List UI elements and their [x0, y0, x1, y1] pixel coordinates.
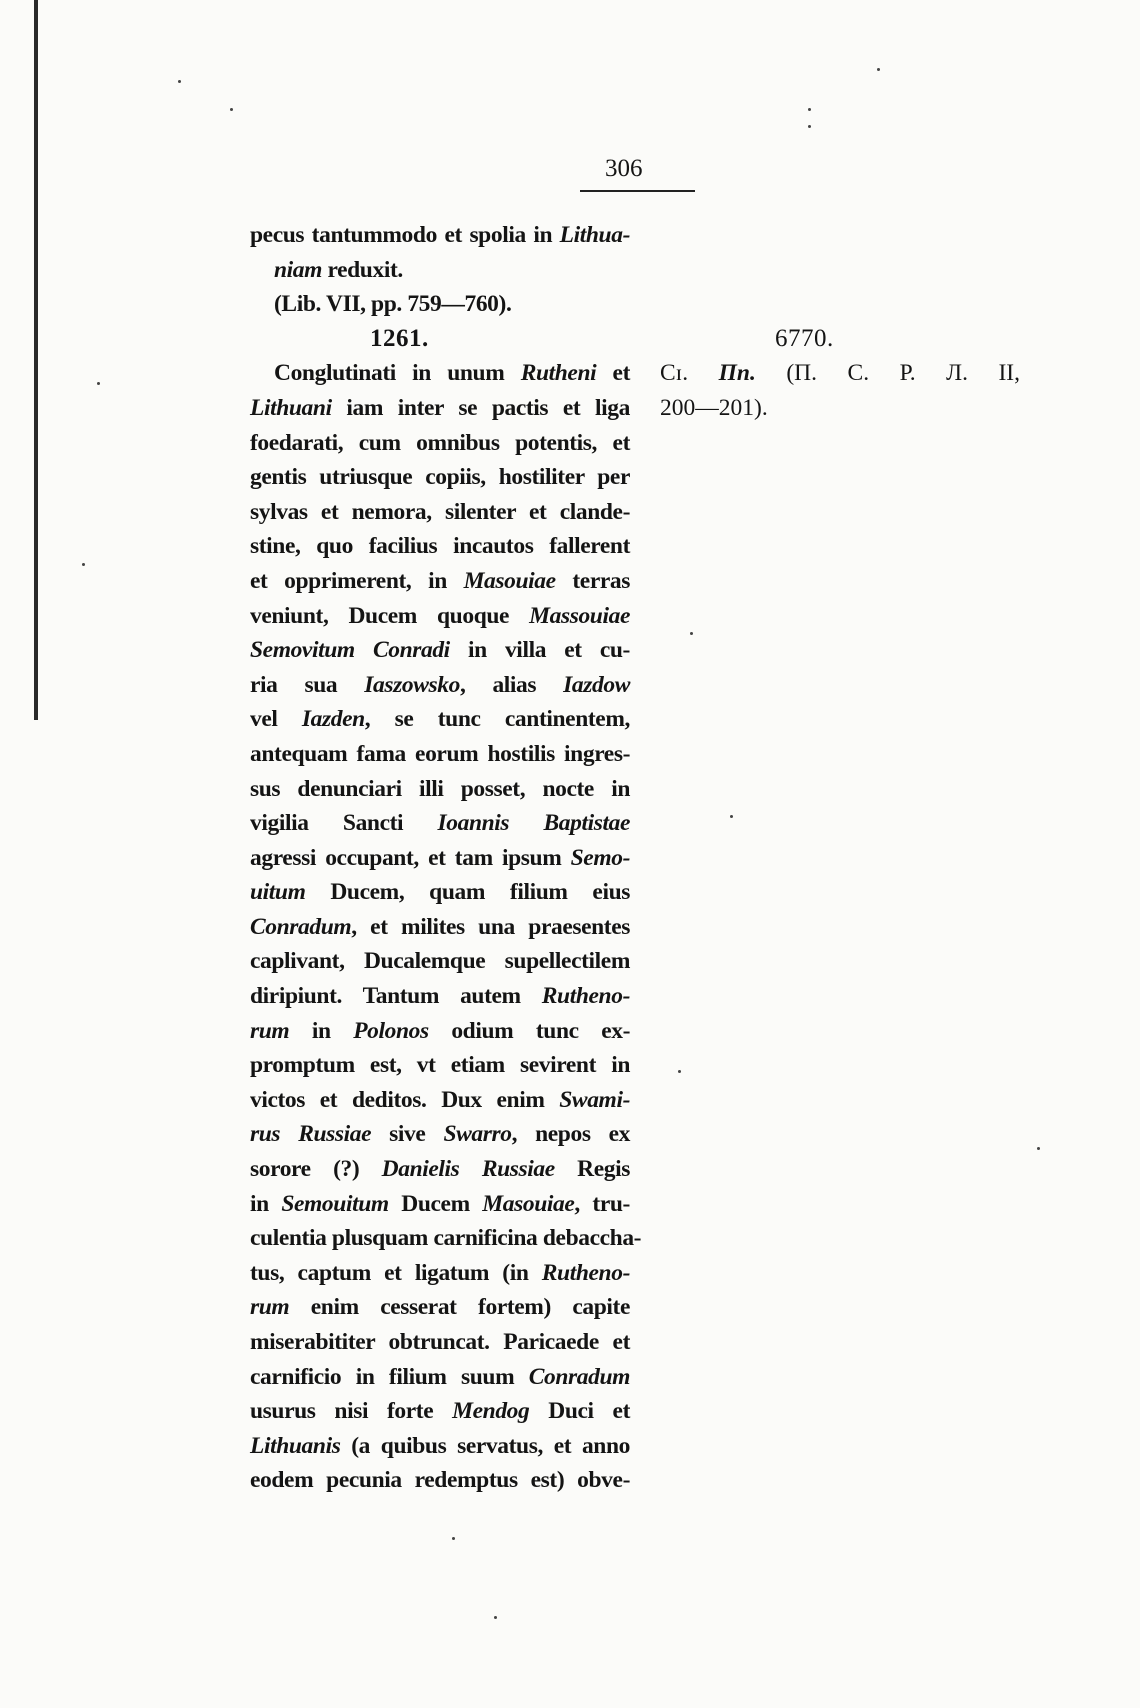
text-line	[250, 426, 630, 461]
text-run: foedarati, cum omnibus potentis, et	[250, 429, 630, 456]
text-run: usurus nisi forte	[250, 1398, 453, 1425]
italic-text: rus Russiae	[250, 1121, 372, 1148]
italic-text: niam	[274, 256, 323, 283]
text-run: et	[596, 360, 630, 387]
text-run: iam inter se pactis et liga	[331, 394, 630, 421]
side-year: 6770.	[775, 324, 834, 352]
text-run: vigilia Sancti	[250, 810, 438, 837]
text-run: vel	[250, 706, 302, 733]
text-run: miserabititer obtruncat. Paricaede et	[250, 1329, 630, 1355]
text-line	[250, 979, 630, 1014]
text-line	[250, 529, 630, 564]
scan-speck	[82, 563, 85, 566]
italic-text: Lithuanis	[250, 1432, 341, 1459]
text-line	[250, 633, 630, 668]
text-line	[250, 564, 630, 599]
text-line	[250, 668, 630, 703]
text-run: , nepos ex	[511, 1121, 630, 1148]
text-run: 200—201).	[660, 394, 768, 421]
text-run: (П. С. Р. Л. II,	[755, 360, 1020, 387]
text-line	[250, 218, 630, 253]
scan-speck	[808, 125, 811, 128]
scan-speck	[97, 382, 100, 385]
text-run: diripiunt. Tantum autem	[250, 983, 542, 1010]
text-line	[250, 1429, 630, 1464]
italic-text: Conradum	[528, 1363, 630, 1390]
italic-text: Danielis Russiae	[381, 1156, 555, 1183]
text-run: enim cesserat fortem) capite	[289, 1294, 630, 1321]
scan-speck	[452, 1537, 455, 1540]
italic-text: Пп.	[718, 360, 756, 387]
text-run: caplivant, Ducalemque supellectilem	[250, 948, 630, 975]
text-run: victos et deditos. Dux enim	[250, 1086, 560, 1113]
text-run: odium tunc ex-	[428, 1017, 631, 1044]
italic-text: Rutheno-	[541, 983, 630, 1010]
scan-speck	[1037, 1147, 1040, 1150]
side-citation	[660, 356, 1020, 425]
italic-text: Lithua-	[559, 222, 630, 248]
text-line	[250, 910, 630, 945]
text-line	[250, 875, 630, 910]
text-line	[250, 391, 630, 426]
text-run: in	[289, 1017, 354, 1044]
scan-speck	[808, 108, 811, 111]
text-line	[250, 702, 630, 737]
text-line	[250, 1360, 630, 1395]
text-run: terras	[555, 567, 630, 594]
side-line	[660, 391, 1020, 426]
text-run: , tru-	[574, 1190, 630, 1217]
scan-speck	[230, 108, 233, 111]
text-run: ria sua	[250, 671, 365, 698]
text-run: promptum est, vt etiam sevirent in	[250, 1052, 630, 1079]
text-line	[250, 1117, 630, 1152]
text-run: Ducem, quam filium eius	[305, 879, 630, 906]
italic-text: Ioannis Baptistae	[437, 810, 630, 837]
page-number: 306	[605, 155, 643, 182]
text-line	[250, 287, 630, 322]
text-line	[250, 1221, 642, 1256]
side-line	[660, 356, 1020, 391]
text-run: in	[250, 1190, 282, 1217]
text-run: sorore (?)	[250, 1156, 382, 1183]
scan-speck	[877, 68, 880, 71]
italic-text: Rutheno-	[541, 1259, 630, 1286]
side-column	[660, 218, 1020, 426]
italic-text: Lithuani	[250, 394, 332, 421]
text-line	[250, 599, 630, 634]
text-run: Ducem	[388, 1190, 483, 1217]
text-run: sylvas et nemora, silenter et clande-	[250, 498, 630, 525]
header-rule	[580, 190, 695, 192]
text-run: agressi occupant, et tam ipsum	[250, 844, 571, 871]
italic-text: Semouitum	[281, 1190, 389, 1217]
italic-text: uitum	[250, 879, 306, 906]
text-line	[250, 1083, 630, 1118]
italic-text: Masouiae	[482, 1190, 575, 1217]
text-run: et opprimerent, in	[250, 567, 464, 594]
text-run: culentia plusquam carnificina debaccha-	[250, 1225, 642, 1252]
text-run: (a quibus servatus, et anno	[340, 1432, 630, 1459]
scan-speck	[494, 1616, 497, 1619]
text-run: sus denunciari illi posset, nocte in	[250, 775, 630, 802]
italic-text: rum	[250, 1017, 290, 1044]
text-run: pecus tantummodo et spolia in	[250, 222, 560, 248]
text-line	[250, 1048, 630, 1083]
scan-speck	[678, 1070, 681, 1073]
text-run: carnificio in filium suum	[250, 1363, 529, 1390]
text-run: Cɪ.	[660, 360, 719, 387]
text-line	[250, 1394, 630, 1429]
text-line	[250, 1290, 630, 1325]
italic-text: Swarro	[443, 1121, 512, 1148]
text-run: (Lib. VII, pp. 759—760).	[274, 291, 512, 318]
text-line	[250, 1463, 630, 1498]
page-edge-shadow	[34, 0, 38, 720]
text-run: in villa et cu-	[449, 637, 630, 664]
text-line	[250, 841, 630, 876]
text-line	[250, 253, 630, 288]
text-line	[250, 460, 630, 495]
text-run: 1261.	[370, 324, 429, 352]
italic-text: Rutheni	[520, 360, 597, 387]
main-text-column	[250, 218, 642, 1498]
text-line	[250, 1325, 630, 1360]
italic-text: Iazdow	[563, 671, 630, 698]
text-run: gentis utriusque copiis, hostiliter per	[250, 464, 630, 491]
italic-text: Iaszowsko	[364, 671, 460, 698]
text-run: eodem pecunia redemptus est) obve-	[250, 1467, 630, 1494]
italic-text: Mendog	[452, 1398, 530, 1425]
text-line	[250, 806, 630, 841]
italic-text: Conradum	[250, 913, 352, 940]
italic-text: Iazden	[301, 706, 365, 733]
text-run: sive	[371, 1121, 444, 1148]
text-line	[250, 944, 630, 979]
text-run: veniunt, Ducem quoque	[250, 602, 530, 629]
text-run: tus, captum et ligatum (in	[250, 1259, 542, 1286]
italic-text: Massouiae	[529, 602, 630, 629]
italic-text: Polonos	[353, 1017, 429, 1044]
text-line	[250, 737, 630, 772]
text-run: , et milites una praesentes	[351, 913, 630, 940]
text-run: reduxit.	[322, 256, 403, 283]
text-line	[250, 1256, 630, 1291]
text-line	[250, 1014, 630, 1049]
text-line	[250, 322, 630, 357]
text-line	[250, 495, 630, 530]
italic-text: Semo-	[570, 844, 630, 871]
scan-speck	[690, 632, 693, 635]
scan-speck	[178, 80, 181, 83]
text-run: Duci et	[529, 1398, 630, 1425]
text-run: , alias	[459, 671, 564, 698]
italic-text: Semovitum Conradi	[250, 637, 450, 664]
text-run: Conglutinati in unum	[274, 360, 521, 387]
text-run: antequam fama eorum hostilis ingres-	[250, 740, 630, 767]
italic-text: rum	[250, 1294, 290, 1321]
text-line	[250, 1187, 630, 1222]
text-line	[250, 772, 630, 807]
text-line	[250, 1152, 630, 1187]
italic-text: Swami-	[559, 1086, 630, 1113]
text-run: , se tunc cantinentem,	[364, 706, 630, 733]
text-run: Regis	[554, 1156, 630, 1183]
italic-text: Masouiae	[463, 567, 556, 594]
text-line	[250, 356, 630, 391]
text-run: stine, quo facilius incautos fallerent	[250, 533, 630, 560]
scan-speck	[730, 815, 733, 818]
